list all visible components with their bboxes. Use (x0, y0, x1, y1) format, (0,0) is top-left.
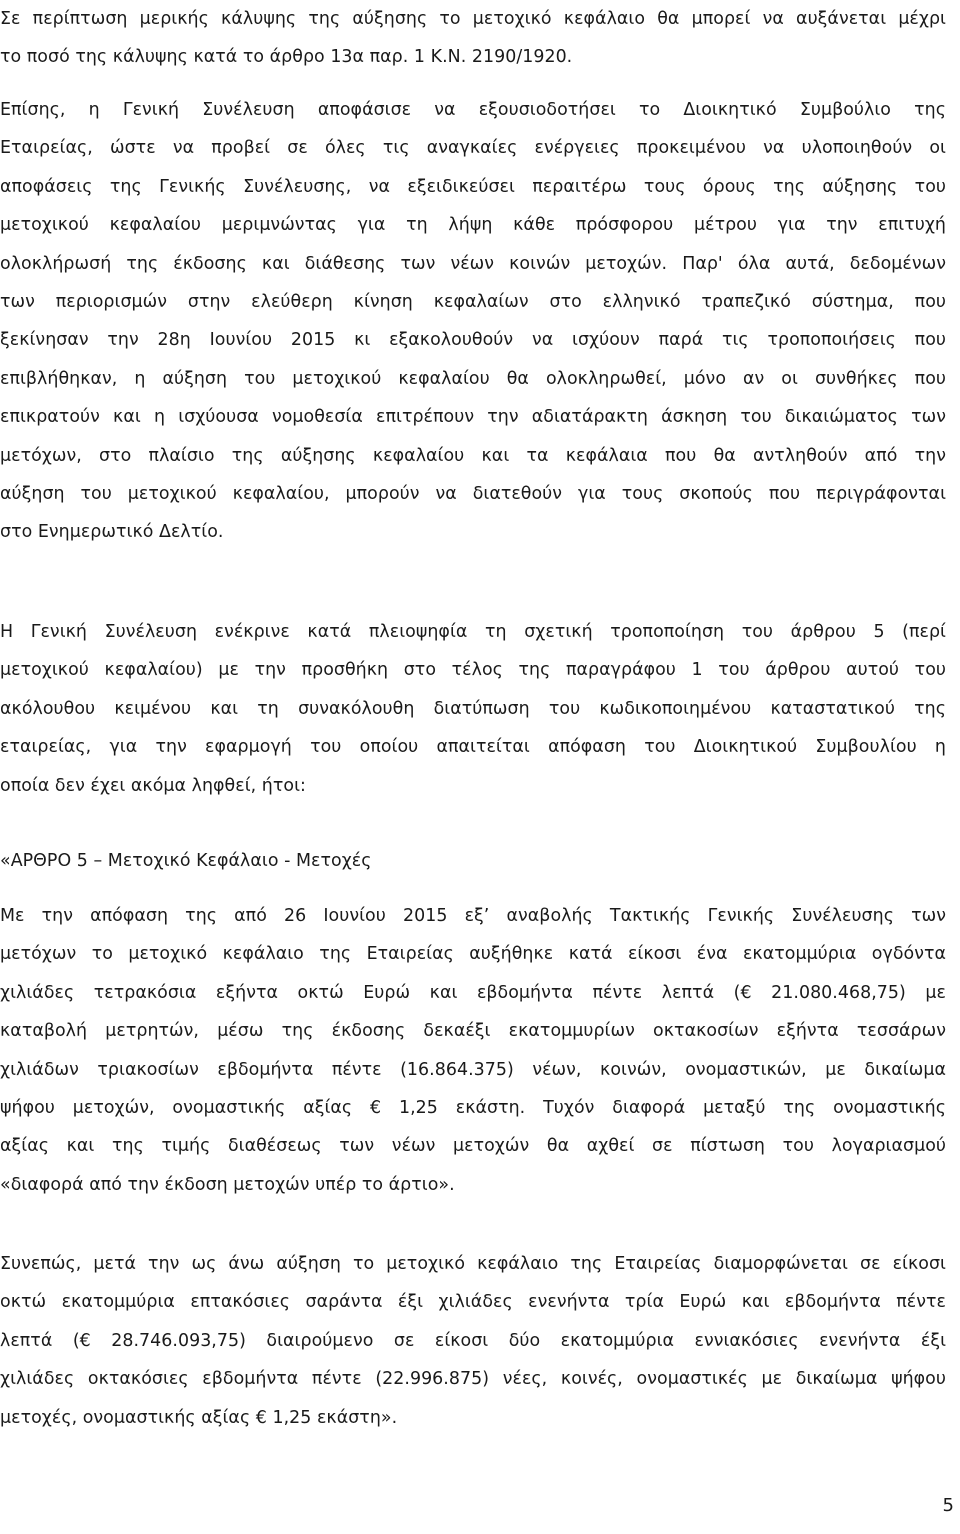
text-line: αύξηση του μετοχικού κεφαλαίου, μπορούν να διατεθούν για τους σκοπούς που περιγράφονται (0, 483, 946, 504)
text-line: Σε περίπτωση μερικής κάλυψης της αύξησης το μετοχικό κεφάλαιο θα μπορεί να αυξάνεται μέχρι (0, 9, 946, 29)
page-number: 5 (942, 1495, 954, 1516)
text-line: στο Ενημερωτικό Δελτίο. (0, 522, 224, 543)
paragraph-article-amendment (0, 613, 946, 805)
article-heading (0, 842, 946, 880)
text-line: λεπτά (€ 28.746.093,75) διαιρούμενο σε είκοσι δύο εκατομμύρια εννιακόσιες ενενήντα έξι (0, 1330, 946, 1351)
text-line: εταιρείας, για την εφαρμογή του οποίου απαιτείται απόφαση του Διοικητικού Συμβουλίου η (0, 737, 946, 758)
text-line: «διαφορά από την έκδοση μετοχών υπέρ το άρτιο». (0, 1174, 455, 1195)
text-line: ακόλουθου κειμένου και τη συνακόλουθη διατύπωση του κωδικοποιημένου καταστατικού της (0, 698, 946, 719)
text-line: μετοχές, ονομαστικής αξίας € 1,25 εκάστη». (0, 1407, 398, 1428)
text-line: ξεκίνησαν την 28η Ιουνίου 2015 κι εξακολουθούν να ισχύουν παρά τις τροποποιήσεις που (0, 330, 946, 351)
text-line: το ποσό της κάλυψης κατά το άρθρο 13α παρ. 1 Κ.Ν. 2190/1920. (0, 47, 573, 68)
text-line: μετόχων το μετοχικό κεφάλαιο της Εταιρείας αυξήθηκε κατά είκοσι ένα εκατομμύρια ογδόντα (0, 944, 946, 965)
text-line: Με την απόφαση της από 26 Ιουνίου 2015 εξ’ αναβολής Τακτικής Γενικής Συνέλευσης των (0, 906, 946, 926)
text-line: μετοχικού κεφαλαίου μεριμνώντας για τη λήψη κάθε πρόσφορου μέτρου για την επιτυχή (0, 215, 946, 236)
text-line: μετοχικού κεφαλαίου) με την προσθήκη στο τέλος της παραγράφου 1 του άρθρου αυτού του (0, 660, 946, 681)
text-line: Η Γενική Συνέλευση ενέκρινε κατά πλειοψηφία τη σχετική τροποποίηση του άρθρου 5 (περί (0, 622, 946, 642)
text-line: ψήφου μετοχών, ονομαστικής αξίας € 1,25 εκάστη. Τυχόν διαφορά μεταξύ της ονομαστικής (0, 1097, 946, 1118)
text-line: «ΑΡΘΡΟ 5 – Μετοχικό Κεφάλαιο - Μετοχές (0, 851, 372, 871)
paragraph-board-authorization (0, 91, 946, 552)
text-line: Συνεπώς, μετά την ως άνω αύξηση το μετοχικό κεφάλαιο της Εταιρείας διαμορφώνεται σε είκοσι (0, 1254, 946, 1274)
text-line: Επίσης, η Γενική Συνέλευση αποφάσισε να εξουσιοδοτήσει το Διοικητικό Συμβούλιο της (0, 100, 946, 120)
text-line: επικρατούν και η ισχύουσα νομοθεσία επιτρέπουν την αδιατάρακτη άσκηση του δικαιώματος των (0, 407, 946, 428)
text-line: χιλιάδες τετρακόσια εξήντα οκτώ Ευρώ και εβδομήντα πέντε λεπτά (€ 21.080.468,75) με (0, 982, 946, 1003)
text-line: καταβολή μετρητών, μέσω της έκδοσης δεκαέξι εκατομμυρίων οκτακοσίων εξήντα τεσσάρων (0, 1021, 946, 1042)
text-line: αποφάσεις της Γενικής Συνέλευσης, να εξειδικεύσει περαιτέρω τους όρους της αύξησης του (0, 176, 946, 197)
text-line: οκτώ εκατομμύρια επτακόσιες σαράντα έξι χιλιάδες ενενήντα τρία Ευρώ και εβδομήντα πέντε (0, 1292, 946, 1313)
text-line: επιβλήθηκαν, η αύξηση του μετοχικού κεφαλαίου θα ολοκληρωθεί, μόνο αν οι συνθήκες που (0, 368, 946, 389)
text-line: χιλιάδες οκτακόσιες εβδομήντα πέντε (22.996.875) νέες, κοινές, ονομαστικές με δικαίωμα ψήφου (0, 1369, 946, 1390)
paragraph-partial-coverage (0, 0, 946, 77)
text-line: ολοκλήρωσή της έκδοσης και διάθεσης των νέων κοινών μετοχών. Παρ' όλα αυτά, δεδομένων (0, 253, 946, 274)
text-line: χιλιάδων τριακοσίων εβδομήντα πέντε (16.864.375) νέων, κοινών, ονομαστικών, με δικαίωμα (0, 1059, 946, 1080)
text-line: αξίας και της τιμής διαθέσεως των νέων μετοχών θα αχθεί σε πίστωση του λογαριασμού (0, 1136, 946, 1157)
paragraph-capital-increase (0, 897, 946, 1204)
paragraph-resulting-capital (0, 1245, 946, 1437)
text-line: μετόχων, στο πλαίσιο της αύξησης κεφαλαίου και τα κεφάλαια που θα αντληθούν από την (0, 445, 946, 466)
text-line: των περιορισμών στην ελεύθερη κίνηση κεφαλαίων στο ελληνικό τραπεζικό σύστημα, που (0, 291, 946, 312)
text-line: Εταιρείας, ώστε να προβεί σε όλες τις αναγκαίες ενέργειες προκειμένου να υλοποιηθούν οι (0, 138, 946, 159)
text-line: οποία δεν έχει ακόμα ληφθεί, ήτοι: (0, 775, 306, 796)
